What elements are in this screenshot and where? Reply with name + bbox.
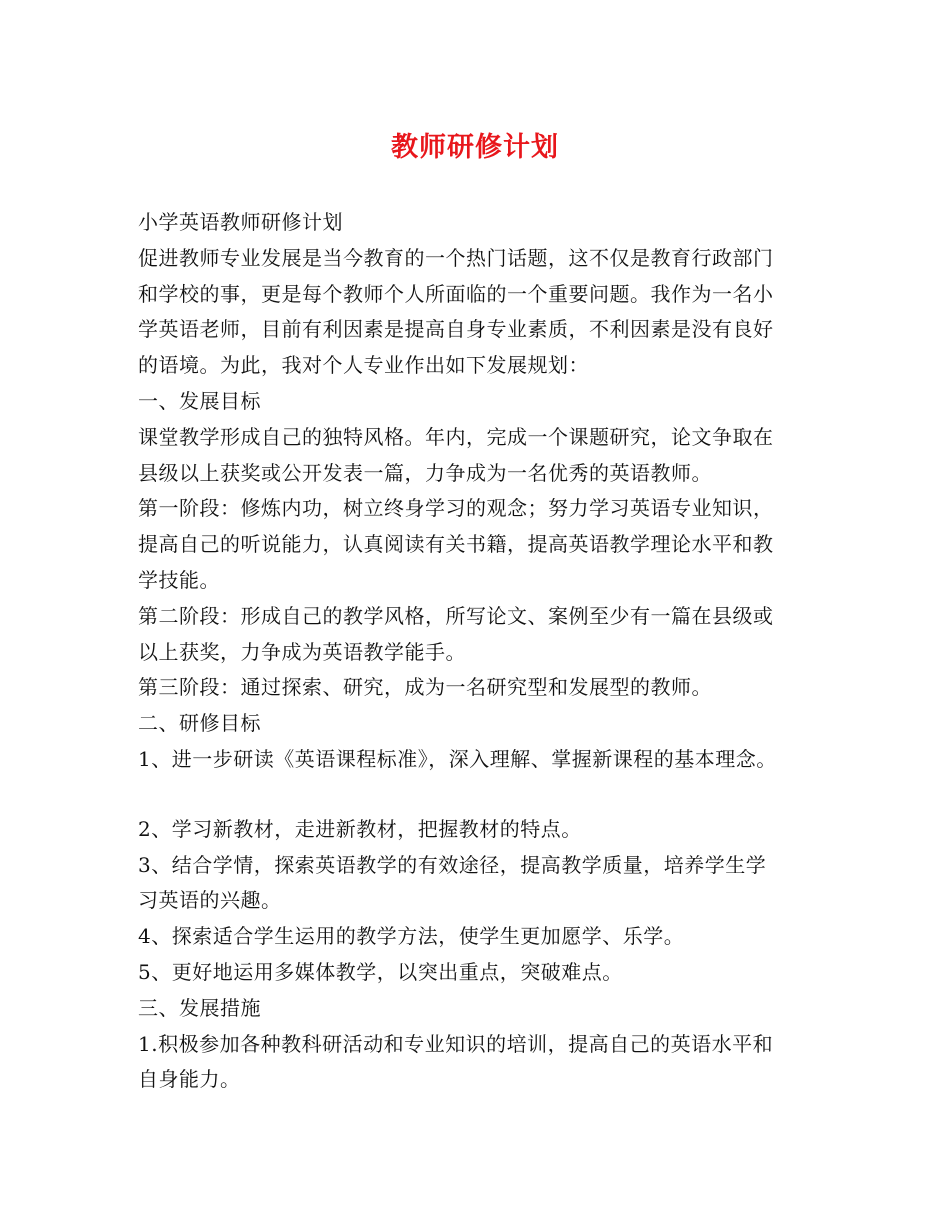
paragraph-line: 促进教师专业发展是当今教育的一个热门话题，这不仅是教育行政部门 (138, 245, 774, 270)
list-item: 1、进一步研读《英语课程标准》，深入理解、掌握新课程的基本理念。 (138, 746, 777, 771)
document-title: 教师研修计划 (391, 132, 559, 163)
paragraph-line: 以上获奖，力争成为英语教学能手。 (138, 639, 466, 664)
paragraph-line: 第二阶段：形成自己的教学风格，所写论文、案例至少有一篇在县级或 (138, 603, 774, 628)
paragraph-line: 学英语老师，目前有利因素是提高自身专业素质，不利因素是没有良好 (138, 317, 774, 342)
section-heading-1: 一、发展目标 (138, 388, 261, 413)
paragraph-line: 的语境。为此，我对个人专业作出如下发展规划： (138, 353, 589, 378)
paragraph-line: 课堂教学形成自己的独特风格。年内，完成一个课题研究，论文争取在 (138, 424, 774, 449)
paragraph-line: 第三阶段：通过探索、研究，成为一名研究型和发展型的教师。 (138, 675, 712, 700)
section-heading-3: 三、发展措施 (138, 995, 261, 1020)
list-item: 5、更好地运用多媒体教学，以突出重点，突破难点。 (138, 959, 623, 984)
list-item-continuation: 自身能力。 (138, 1067, 241, 1092)
paragraph-line: 学技能。 (138, 567, 220, 592)
list-item: 4、探索适合学生运用的教学方法，使学生更加愿学、乐学。 (138, 924, 685, 949)
paragraph-line: 县级以上获奖或公开发表一篇，力争成为一名优秀的英语教师。 (138, 460, 712, 485)
document-body (138, 205, 818, 1098)
list-item: 1.积极参加各种教科研活动和专业知识的培训，提高自己的英语水平和 (138, 1031, 774, 1056)
paragraph-line: 第一阶段：修炼内功，树立终身学习的观念；努力学习英语专业知识， (138, 496, 774, 521)
paragraph-line: 和学校的事，更是每个教师个人所面临的一个重要问题。我作为一名小 (138, 281, 774, 306)
paragraph-line: 提高自己的听说能力，认真阅读有关书籍，提高英语教学理论水平和教 (138, 532, 774, 557)
blank-line (138, 778, 818, 812)
subtitle-line: 小学英语教师研修计划 (138, 210, 343, 234)
section-heading-2: 二、研修目标 (138, 711, 261, 736)
list-item: 3、结合学情，探索英语教学的有效途径，提高教学质量，培养学生学 (138, 852, 767, 877)
list-item-continuation: 习英语的兴趣。 (138, 888, 282, 913)
list-item: 2、学习新教材，走进新教材，把握教材的特点。 (138, 816, 582, 841)
